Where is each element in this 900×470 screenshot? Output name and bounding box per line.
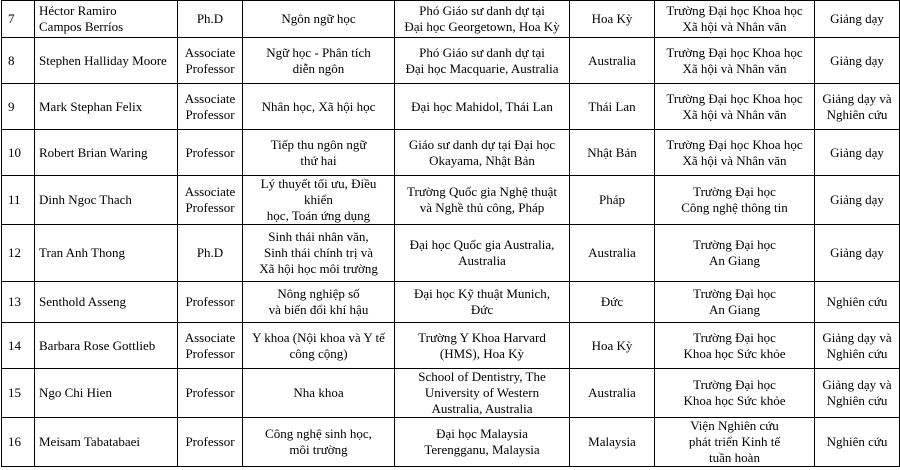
cell-field-line: Nha khoa xyxy=(293,385,344,400)
cell-stt: 9 xyxy=(2,84,35,130)
cell-title-line: Professor xyxy=(185,385,235,400)
cell-stt: 14 xyxy=(2,323,35,369)
cell-country: Pháp xyxy=(570,176,655,225)
cell-field-line: và biến đổi khí hậu xyxy=(268,302,369,317)
cell-field xyxy=(243,418,395,467)
cell-title-line: Associate xyxy=(184,44,236,60)
cell-field xyxy=(243,323,395,369)
cell-unit-line: Trường Đại học Khoa học xyxy=(666,3,803,18)
cell-unit xyxy=(655,225,815,282)
cell-institution-line: School of Dentistry, The xyxy=(418,369,546,384)
cell-institution xyxy=(395,84,570,130)
cell-role xyxy=(815,418,900,467)
cell-title xyxy=(178,130,243,176)
cell-title xyxy=(178,282,243,323)
cell-role xyxy=(815,369,900,418)
cell-role xyxy=(815,323,900,369)
cell-unit-line: Xã hội và Nhân văn xyxy=(682,19,787,34)
cell-unit xyxy=(655,38,815,84)
cell-institution xyxy=(395,176,570,225)
cell-title xyxy=(178,1,243,38)
cell-stt: 11 xyxy=(2,176,35,225)
cell-name-line: Stephen Halliday Moore xyxy=(39,52,167,68)
cell-unit-line: Trường Đại học xyxy=(693,184,776,199)
table-body xyxy=(2,1,900,467)
cell-institution xyxy=(395,323,570,369)
table-row xyxy=(2,369,900,418)
cell-title-line: Ph.D xyxy=(196,11,224,26)
cell-institution-line: Đại học Quốc gia Australia, xyxy=(409,237,555,252)
cell-role-line: Giảng dạy xyxy=(830,192,884,207)
cell-name xyxy=(35,38,178,84)
cell-title-line: Professor xyxy=(185,434,235,449)
cell-institution xyxy=(395,418,570,467)
cell-stt: 13 xyxy=(2,282,35,323)
cell-country: Đức xyxy=(570,282,655,323)
cell-field-line: Lý thuyết tối ưu, Điều khiển xyxy=(260,176,377,207)
cell-stt: 15 xyxy=(2,369,35,418)
cell-unit-line: tuần hoàn xyxy=(709,450,760,465)
cell-institution-line: Đại học Georgetown, Hoa Kỳ xyxy=(404,19,560,34)
cell-title xyxy=(178,225,243,282)
table-row xyxy=(2,176,900,225)
cell-role xyxy=(815,225,900,282)
table-row xyxy=(2,282,900,323)
cell-title xyxy=(178,176,243,225)
cell-name-line: Tran Anh Thong xyxy=(39,245,125,260)
cell-country: Nhật Bản xyxy=(570,130,655,176)
cell-institution-line: Okayama, Nhật Bản xyxy=(429,152,535,168)
cell-field-line: Nông nghiệp số xyxy=(277,286,360,301)
cell-unit xyxy=(655,84,815,130)
cell-field-line: Xã hội học môi trường xyxy=(259,261,378,276)
cell-unit-line: Trường Đại học Khoa học xyxy=(666,90,803,106)
cell-field xyxy=(243,84,395,130)
cell-field xyxy=(243,130,395,176)
cell-field-line: Nhân học, Xã hội học xyxy=(261,98,376,114)
cell-title-line: Professor xyxy=(185,106,235,122)
cell-role xyxy=(815,130,900,176)
cell-unit xyxy=(655,323,815,369)
cell-title-line: Professor xyxy=(185,200,235,215)
cell-institution-line: University of Western xyxy=(424,385,540,400)
cell-unit xyxy=(655,369,815,418)
cell-name xyxy=(35,418,178,467)
cell-institution-line: Phó Giáo sư danh dự tại xyxy=(419,44,545,60)
cell-unit-line: Trường Đại học xyxy=(693,286,776,301)
cell-role-line: Nghiên cứu xyxy=(826,434,888,449)
cell-field-line: công cộng) xyxy=(289,345,348,361)
cell-unit-line: Khoa học Sức khỏe xyxy=(683,345,786,361)
cell-name xyxy=(35,130,178,176)
cell-field-line: Tiếp thu ngôn ngữ xyxy=(270,136,367,152)
cell-institution-line: Australia xyxy=(458,253,506,268)
cell-role-line: Nghiên cứu xyxy=(826,294,888,309)
cell-title-line: Professor xyxy=(185,294,235,309)
cell-institution xyxy=(395,225,570,282)
cell-role-line: Giảng dạy xyxy=(830,144,884,160)
cell-unit-line: Trường Đại học xyxy=(693,329,776,345)
cell-name-line: Barbara Rose Gottlieb xyxy=(39,337,156,353)
cell-name-line: Senthold Asseng xyxy=(39,294,127,309)
cell-field xyxy=(243,38,395,84)
cell-unit xyxy=(655,176,815,225)
cell-unit-line: Xã hội và Nhân văn xyxy=(682,60,787,76)
cell-field xyxy=(243,369,395,418)
cell-title-line: Professor xyxy=(185,60,235,76)
cell-field-line: Y khoa (Nội khoa và Y tế xyxy=(252,329,385,345)
cell-institution-line: Đại học Mahidol, Thái Lan xyxy=(411,98,553,114)
cell-institution-line: Trường Y Khoa Harvard xyxy=(418,329,546,345)
cell-field-line: Ngữ học - Phân tích xyxy=(266,44,371,60)
cell-stt: 16 xyxy=(2,418,35,467)
cell-name-line: Meisam Tabatabaei xyxy=(39,434,141,449)
cell-country: Hoa Kỳ xyxy=(570,1,655,38)
cell-unit xyxy=(655,1,815,38)
cell-title xyxy=(178,38,243,84)
cell-country: Malaysia xyxy=(570,418,655,467)
cell-field-line: thứ hai xyxy=(300,152,337,168)
cell-country: Hoa Kỳ xyxy=(570,323,655,369)
cell-title-line: Professor xyxy=(185,345,235,361)
table-row xyxy=(2,130,900,176)
cell-title-line: Associate xyxy=(184,90,236,106)
lecturer-table xyxy=(1,0,900,467)
table-row xyxy=(2,38,900,84)
cell-name-line: Campos Berríos xyxy=(39,19,124,34)
cell-name-line: Dinh Ngoc Thach xyxy=(39,192,132,207)
cell-stt: 12 xyxy=(2,225,35,282)
cell-role-line: Giảng dạy xyxy=(830,11,884,26)
cell-institution-line: Đức xyxy=(470,302,494,317)
cell-unit-line: Xã hội và Nhân văn xyxy=(682,152,787,168)
cell-role-line: Nghiên cứu xyxy=(826,345,888,361)
cell-field-line: Sinh thái chính trị và xyxy=(263,245,374,260)
cell-field-line: diễn ngôn xyxy=(292,60,345,76)
cell-institution xyxy=(395,369,570,418)
cell-institution-line: Australia, Australia xyxy=(431,401,533,416)
cell-title-line: Associate xyxy=(184,329,236,345)
cell-unit xyxy=(655,418,815,467)
cell-name xyxy=(35,1,178,38)
cell-role-line: Giảng dạy xyxy=(830,245,884,260)
cell-title xyxy=(178,84,243,130)
cell-field xyxy=(243,225,395,282)
cell-field-line: Sinh thái nhân văn, xyxy=(268,229,369,244)
cell-field-line: Ngôn ngữ học xyxy=(281,11,356,26)
cell-institution-line: Trường Quốc gia Nghệ thuật xyxy=(407,184,557,199)
cell-stt: 7 xyxy=(2,1,35,38)
cell-institution xyxy=(395,130,570,176)
cell-field xyxy=(243,282,395,323)
cell-stt: 8 xyxy=(2,38,35,84)
cell-role xyxy=(815,1,900,38)
cell-name xyxy=(35,282,178,323)
cell-field xyxy=(243,1,395,38)
cell-name xyxy=(35,323,178,369)
cell-role xyxy=(815,176,900,225)
cell-country: Australia xyxy=(570,38,655,84)
cell-name xyxy=(35,225,178,282)
cell-unit-line: Viện Nghiên cứu xyxy=(690,418,779,433)
cell-name xyxy=(35,84,178,130)
table-row xyxy=(2,1,900,38)
cell-unit-line: Trường Đại học Khoa học xyxy=(666,44,803,60)
cell-institution-line: và Nghề thủ công, Pháp xyxy=(419,200,545,215)
cell-role-line: Giảng dạy xyxy=(830,52,884,68)
cell-role xyxy=(815,38,900,84)
cell-institution xyxy=(395,1,570,38)
cell-role xyxy=(815,84,900,130)
cell-unit-line: phát triển Kinh tế xyxy=(688,434,781,449)
cell-unit-line: Trường Đại học Khoa học xyxy=(666,136,803,152)
cell-title-line: Associate xyxy=(184,184,236,199)
cell-unit-line: Xã hội và Nhân văn xyxy=(682,106,787,122)
cell-unit-line: Trường Đại học xyxy=(693,237,776,252)
cell-unit xyxy=(655,282,815,323)
cell-field-line: học, Toán ứng dụng xyxy=(266,208,371,223)
cell-unit-line: Công nghệ thông tin xyxy=(681,200,788,215)
cell-role-line: Giảng dạy và xyxy=(822,377,892,392)
cell-institution-line: Phó Giáo sư danh dự tại xyxy=(419,3,545,18)
cell-institution xyxy=(395,282,570,323)
cell-role-line: Giảng dạy và xyxy=(822,90,892,106)
cell-role-line: Nghiên cứu xyxy=(826,106,888,122)
cell-unit xyxy=(655,130,815,176)
cell-institution-line: Giáo sư danh dự tại Đại học xyxy=(408,136,556,152)
cell-institution-line: Đại học Macquarie, Australia xyxy=(405,60,559,76)
cell-name-line: Ngo Chi Hien xyxy=(39,385,112,400)
cell-country: Australia xyxy=(570,225,655,282)
cell-title xyxy=(178,323,243,369)
table-row xyxy=(2,84,900,130)
cell-institution-line: Đại học Kỹ thuật Munich, xyxy=(413,286,551,301)
cell-country: Australia xyxy=(570,369,655,418)
cell-name-line: Mark Stephan Felix xyxy=(39,98,143,114)
table-row xyxy=(2,225,900,282)
cell-unit-line: An Giang xyxy=(709,302,760,317)
cell-field-line: môi trường xyxy=(289,442,348,457)
cell-name xyxy=(35,369,178,418)
cell-institution-line: (HMS), Hoa Kỳ xyxy=(439,345,525,361)
cell-title xyxy=(178,369,243,418)
cell-title-line: Professor xyxy=(185,144,235,160)
cell-name xyxy=(35,176,178,225)
cell-name-line: Robert Brian Waring xyxy=(39,144,148,160)
cell-role-line: Nghiên cứu xyxy=(826,393,888,408)
cell-title-line: Ph.D xyxy=(196,245,224,260)
cell-unit-line: Trường Đại học xyxy=(693,377,776,392)
table-row xyxy=(2,323,900,369)
cell-unit-line: Khoa học Sức khỏe xyxy=(683,393,786,408)
cell-institution-line: Terengganu, Malaysia xyxy=(424,442,540,457)
cell-country: Thái Lan xyxy=(570,84,655,130)
table-row xyxy=(2,418,900,467)
cell-role-line: Giảng dạy và xyxy=(822,329,892,345)
cell-field-line: Công nghệ sinh học, xyxy=(265,426,372,441)
cell-unit-line: An Giang xyxy=(709,253,760,268)
cell-institution-line: Đại học Malaysia xyxy=(436,426,528,441)
cell-institution xyxy=(395,38,570,84)
cell-stt: 10 xyxy=(2,130,35,176)
cell-name-line: Héctor Ramiro xyxy=(39,3,117,18)
cell-role xyxy=(815,282,900,323)
cell-title xyxy=(178,418,243,467)
cell-field xyxy=(243,176,395,225)
